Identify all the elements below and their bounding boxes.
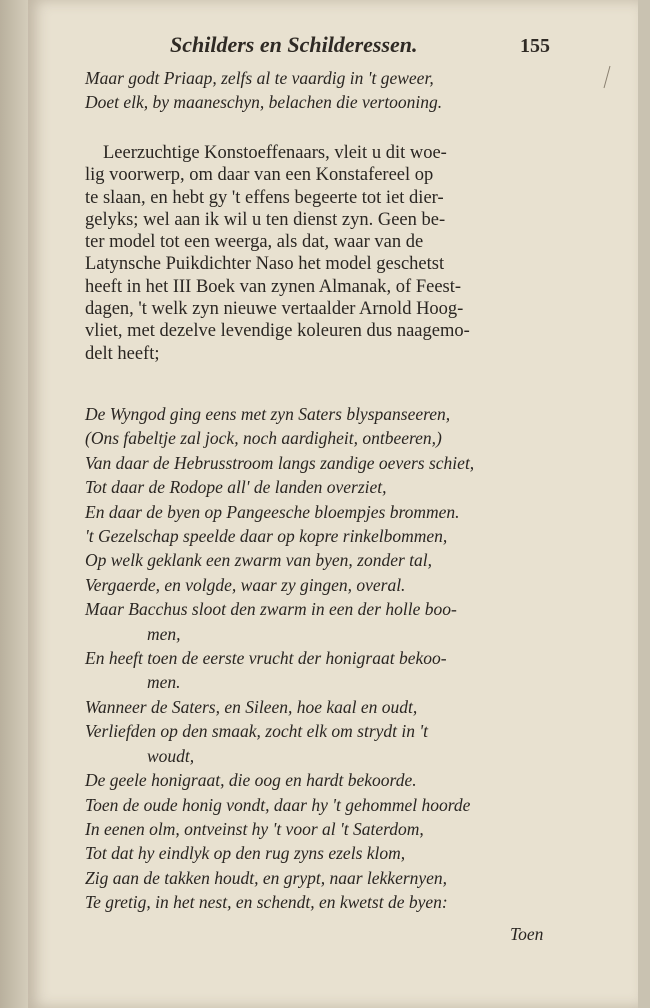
prose-line: dagen, 't welk zyn nieuwe vertaalder Arnold Hoog- (85, 299, 464, 320)
verse-line: Op welk geklank een zwarm van byen, zonder tal, (85, 550, 433, 571)
verse-line: Zig aan de takken houdt, en grypt, naar lekkernyen, (85, 867, 448, 888)
verse-line: Van daar de Hebrusstroom langs zandige oevers schiet, (85, 452, 475, 473)
book-gutter (0, 0, 30, 1008)
prose-line: lig voorwerp, om daar van een Konstafereel op (85, 165, 434, 186)
prose-line: vliet, met dezelve levendige koleuren dus naagemo- (85, 321, 470, 342)
verse-line: Maar Bacchus sloot den zwarm in een der holle boo- (85, 599, 457, 620)
verse-top (85, 66, 555, 114)
verse-line: men. (147, 672, 181, 693)
verse-line: Tot daar de Rodope all' de landen overziet, (85, 477, 387, 498)
prose-line: heeft in het III Boek van zynen Almanak, of Feest- (85, 276, 462, 297)
catchword: Toen (510, 924, 544, 944)
prose-line: Leerzuchtige Konstoeffenaars, vleit u dit woe- (103, 143, 447, 163)
prose-paragraph (85, 142, 555, 365)
prose-line: gelyks; wel aan ik wil u ten dienst zyn. Geen be- (85, 209, 446, 230)
prose-line: ter model tot een weerga, als dat, waar van de (85, 232, 424, 253)
running-title: Schilders en Schilderessen. (170, 32, 418, 57)
prose-line: te slaan, en hebt gy 't effens begeerte tot iet dier- (85, 187, 444, 208)
verse-line: woudt, (147, 745, 195, 766)
prose-line: Latynsche Puikdichter Naso het model geschetst (85, 254, 445, 275)
verse-line: De Wyngod ging eens met zyn Saters blyspanseeren, (85, 404, 451, 424)
verse-line: Vergaerde, en volgde, waar zy gingen, overal. (85, 574, 406, 595)
verse-line: Toen de oude honig vondt, daar hy 't gehommel hoorde (85, 794, 471, 815)
verse-line: Tot dat hy eindlyk op den rug zyns ezels klom, (85, 843, 406, 864)
verse-line: Doet elk, by maaneschyn, belachen die vertooning. (85, 92, 443, 112)
verse-line: Maar godt Priaap, zelfs al te vaardig in 't geweer, (85, 68, 434, 88)
pencil-mark (602, 64, 612, 90)
verse-line: Te gretig, in het nest, en schendt, en kwetst de byen: (85, 892, 448, 913)
prose-line: delt heeft; (85, 343, 160, 364)
verse-line: 't Gezelschap speelde daar op kopre rinkelbommen, (85, 526, 448, 547)
verse-block (85, 402, 555, 915)
verse-line: Wanneer de Saters, en Sileen, hoe kaal en oudt, (85, 696, 418, 717)
page-number: 155 (520, 35, 550, 57)
verse-line: men, (147, 623, 181, 644)
running-header (170, 32, 550, 58)
verse-line: Verliefden op den smaak, zocht elk om strydt in 't (85, 721, 428, 742)
verse-line: In eenen olm, ontveinst hy 't voor al 't Saterdom, (85, 818, 424, 839)
verse-line: En daar de byen op Pangeesche bloempjes brommen. (85, 501, 460, 522)
verse-line: De geele honigraat, die oog en hardt bekoorde. (85, 770, 417, 791)
verse-line: En heeft toen de eerste vrucht der honigraat bekoo- (85, 648, 447, 669)
verse-line: (Ons fabeltje zal jock, noch aardigheit, ontbeeren,) (85, 428, 442, 449)
